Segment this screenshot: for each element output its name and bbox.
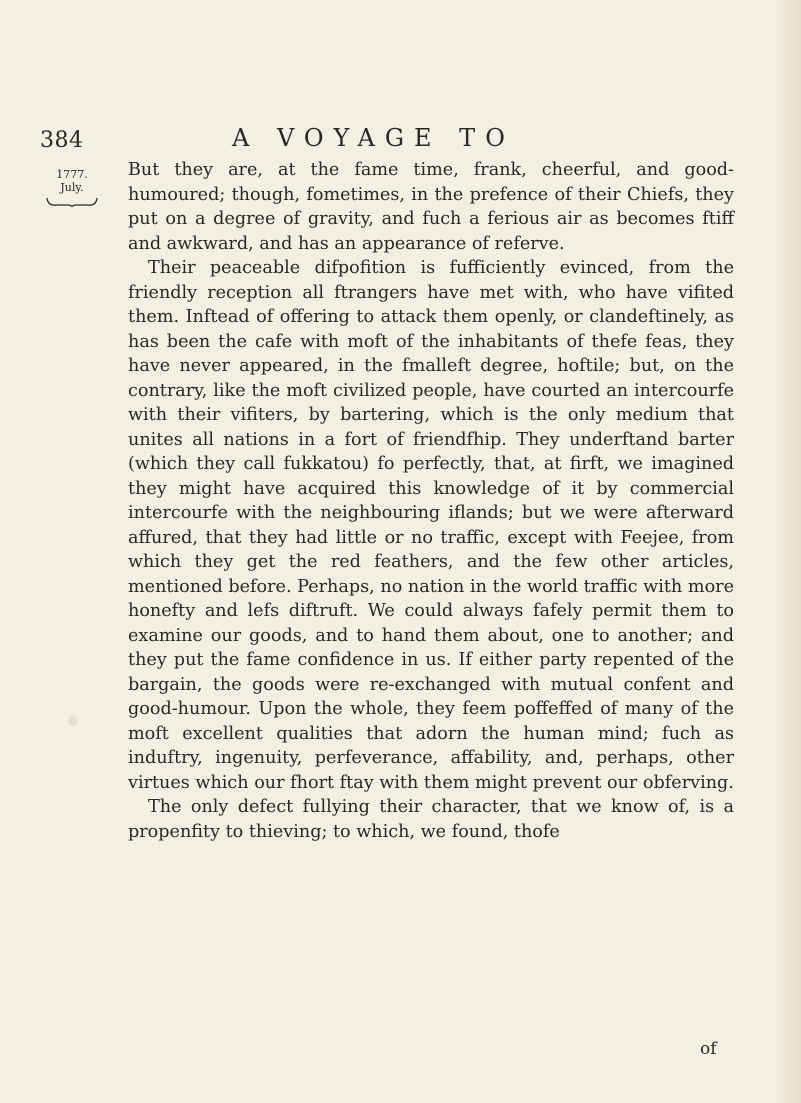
page-number: 384 [40,128,84,153]
margin-brace-icon [46,197,98,207]
page-edge-shadow [775,0,801,1103]
paragraph: The only defect fullying their character, that we know of, is a propenfity to thieving; to which, we found, thofe [128,797,734,842]
margin-year: 1777. [56,168,88,181]
margin-date-note [42,168,102,207]
running-title: A VOYAGE TO [232,124,515,152]
margin-month: July. [60,181,84,194]
catchword: of [700,1039,717,1059]
paper-stain [68,716,78,726]
paragraph: Their peaceable difpofition is fufficiently evinced, from the friendly reception all ftrangers have met with, who have vifited them. Inftead of offering to attack them openly, or clandeftinely, as has been the cafe with moft of the inhabitants of thefe feas, they have never appeared, in the fmalleft degree, hoftile; but, on the contrary, like the moft civilized people, have courted an intercourfe with their vifiters, by bartering, which is the only medium that unites all nations in a fort of friendfhip. They underftand barter (which they call fukkatou) fo perfectly, that, at firft, we imagined they might have acquired this knowledge of it by commercial intercourfe with the neighbouring iflands; but we were afterward affured, that they had little or no traffic, except with Feejee, from which they get the red feathers, and the few other articles, mentioned before. Perhaps, no nation in the world traffic with more honefty and lefs diftruft. We could always fafely permit them to examine our goods, and to hand them about, one to another; and they put the fame confidence in us. If either party repented of the bargain, the goods were re-exchanged with mutual confent and good-humour. Upon the whole, they feem poffeffed of many of the moft excellent qualities that adorn the human mind; fuch as induftry, ingenuity, perfeverance, affability, and, perhaps, other virtues which our fhort ftay with them might prevent our obferving. [128,258,734,793]
body-text [128,158,734,844]
paragraph: But they are, at the fame time, frank, cheerful, and good-humoured; though, fometimes, in the prefence of their Chiefs, they put on a degree of gravity, and fuch a ferious air as becomes ftiff and awkward, and has an appearance of referve. [128,160,734,254]
